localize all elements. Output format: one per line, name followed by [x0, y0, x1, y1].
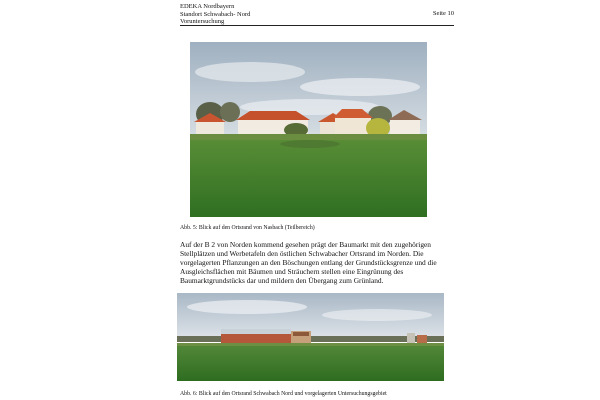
photo-schwabach-nord-edge	[177, 293, 444, 381]
photo-nasbach-village-edge	[190, 42, 427, 217]
header-doc-type: Voruntersuchung	[180, 18, 225, 26]
figure-5-caption: Abb. 5: Blick auf den Ortsrand von Nasbach (Teilbereich)	[180, 225, 315, 231]
body-paragraph: Auf der B 2 von Norden kommend gesehen prägt der Baumarkt mit den zugehörigen Stellplätzen und Werbetafeln den östlichen Schwabacher Ortsrand im Norden. Die vorgelagerten Pflanzungen an den Böschungen entlang der Grundstücksgrenze und die Ausgleichsflächen mit Bäumen und Sträuchern stellen eine Eingrünung des Baumarktgrundstücks dar und mildern den Übergang zum Grünland.	[180, 240, 437, 286]
figure-6-caption: Abb. 6: Blick auf den Ortsrand Schwabach Nord und vorgelagerten Untersuchungsgebiet	[180, 391, 387, 397]
page-number: Seite 10	[432, 10, 454, 17]
header-company: EDEKA Nordbayern	[180, 3, 235, 10]
header-location: Standort Schwabach- Nord	[180, 10, 251, 18]
header-block	[180, 3, 250, 26]
header-divider	[180, 25, 454, 26]
